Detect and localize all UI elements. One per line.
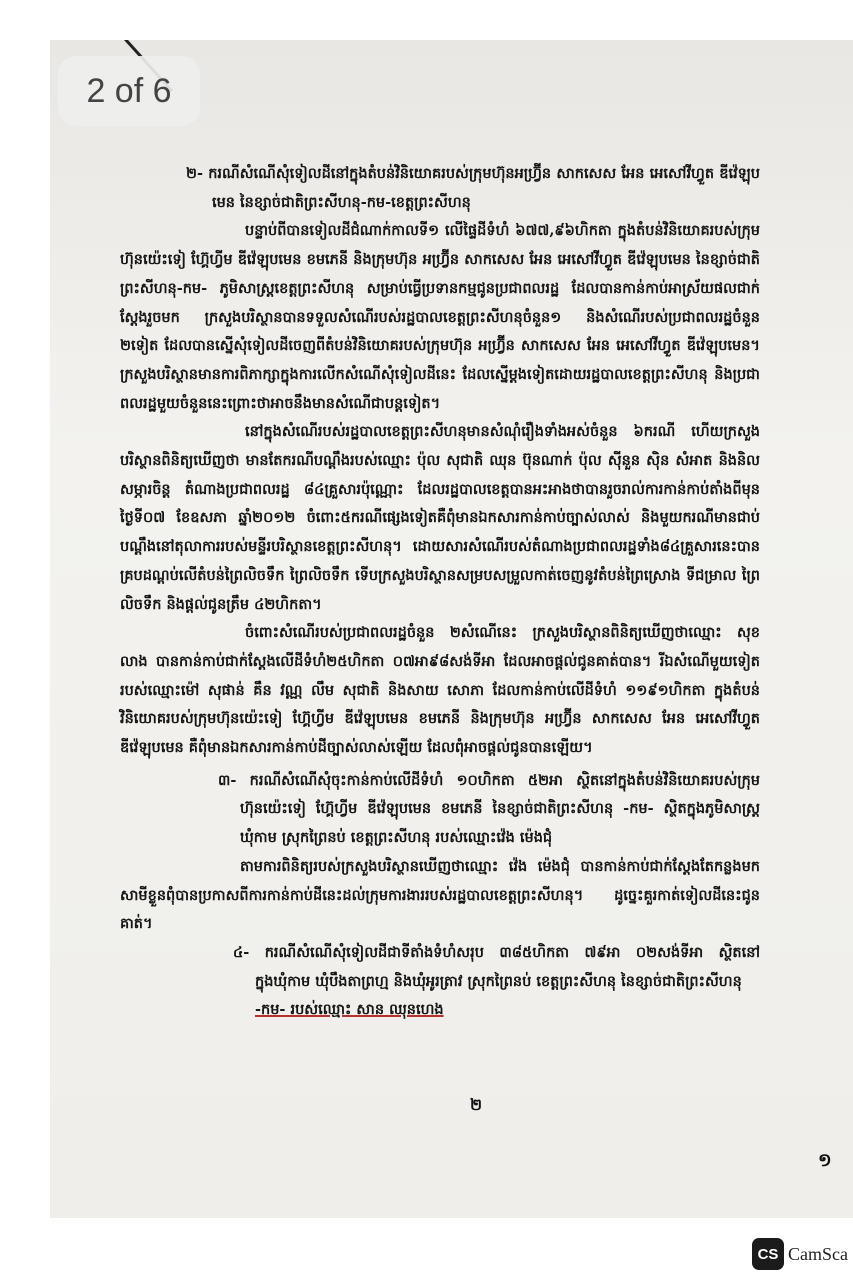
page-number: ២	[470, 1095, 483, 1114]
scanned-page	[50, 40, 853, 1218]
camscanner-logo-icon: CS	[752, 1238, 784, 1270]
margin-number: ១	[818, 1150, 832, 1171]
section-3-title: ៣- ករណីសំណើសុំចុះកាន់កាប់លើដីទំហំ ១០ហិកតា ៥២អា ស្ថិតនៅក្នុងតំបន់វិនិយោគរបស់ក្រុមហ៊ុនយ៉េះទៀ ហ្គ៊ែហ្វីម ឌីវ៉េឡុបមេន ខមភេនី នៃខ្សាច់ជាតិព្រះសីហនុ -កម- ស្ថិតក្នុងភូមិសាស្ត្រឃុំកាម ស្រុកព្រៃនប់ ខេត្តព្រះសីហនុ របស់ឈ្មោះវ៉េង ម៉េងជុំ	[218, 771, 760, 847]
section-2-paragraph-2: នៅក្នុងសំណើរបស់រដ្ឋបាលខេត្តព្រះសីហនុមានសំណុំរឿងទាំងអស់ចំនួន ៦ករណី ហើយក្រសួងបរិស្ថានពិនិត្យឃើញថា មានតែករណីបណ្តឹងរបស់ឈ្មោះ ប៉ុល សុជាតិ ឈុន ប៊ុនណាក់ ប៉ុល ស៊ីនួន ស៊ិន សំអាត និងនិល សម្ភារចិន្ត តំណាងប្រជាពលរដ្ឋ ៨៤គ្រួសារប៉ុណ្ណោះ ដែលរដ្ឋបាលខេត្តបានអះអាងថាបានរួចរាល់ការកាន់កាប់តាំងពីមុនថ្ងៃទី០៧ ខែឧសភា ឆ្នាំ២០១២ ចំពោះ៥ករណីផ្សេងទៀតគឺពុំមានឯកសារកាន់កាប់ច្បាស់លាស់ និងមួយករណីមានជាប់បណ្តឹងនៅតុលាការរបស់មន្ទីរបរិស្ថានខេត្តព្រះសីហនុ។ ដោយសារសំណើរបស់តំណាងប្រជាពលរដ្ឋទាំង៨៤គ្រួសារនេះបានគ្របដណ្តប់លើតំបន់ព្រៃលិចទឹក ព្រៃលិចទឹក ទើបក្រសួងបរិស្ថានសម្របសម្រួលកាត់ចេញនូវតំបន់ព្រៃស្រោង ទីជម្រាល ព្រៃលិចទឹក និងផ្តល់ជូនត្រឹម ៤២ហិកតា។	[120, 423, 760, 613]
camscanner-label: CamSca	[788, 1243, 848, 1264]
section-4-title: ៤- ករណីសំណើសុំទៀលដីជាទីតាំងទំហំសរុប ៣៨៥ហិកតា ៧៩អា ០២សង់ទីអា ស្ថិតនៅក្នុងឃុំកាម ឃុំបឹងតាព្រហ្ម និងឃុំអូរត្រាវ ស្រុកព្រៃនប់ ខេត្តព្រះសីហនុ នៃខ្សាច់ជាតិព្រះសីហនុ	[233, 943, 760, 990]
section-2-title: ២- ករណីសំណើសុំទៀលដីនៅក្នុងតំបន់វិនិយោគរបស់ក្រុមហ៊ុនអហ្វ្រ៊ីន សាកសេស អែន អេសៅវីហ្វួត ឌីវ៉េឡុបមេន នៃខ្សាច់ជាតិព្រះសីហនុ-កម-ខេត្តព្រះសីហនុ	[186, 165, 760, 211]
section-3-body: តាមការពិនិត្យរបស់ក្រសួងបរិស្ថានឃើញថាឈ្មោះ វ៉េង ម៉េងជុំ បានកាន់កាប់ជាក់ស្តែងតែកន្លងមកសាមីខ្លួនពុំបានប្រកាសពីការកាន់កាប់ដីនេះដល់ក្រុមការងាររបស់រដ្ឋបាលខេត្តព្រះសីហនុ។ ដូច្នេះគួរកាត់ទៀលដីនេះជូនគាត់។	[120, 857, 760, 933]
camscanner-watermark	[752, 1238, 848, 1270]
section-4-tail	[120, 996, 760, 1025]
section-2-paragraph-3: ចំពោះសំណើរបស់ប្រជាពលរដ្ឋចំនួន ២សំណើនេះ ក្រសួងបរិស្ថានពិនិត្យឃើញថាឈ្មោះ សុខ លាង បានកាន់កាប់ជាក់ស្តែងលើដីទំហំ២៥ហិកតា ០៧អា៩៨សង់ទីអា ដែលអាចផ្តល់ជូនគាត់បាន។ រីឯសំណើមួយទៀតរបស់ឈ្មោះម៉ៅ សុផាន់ គឹន វណ្ណ លឹម សុជាតិ និងសាយ សោភា ដែលកាន់កាប់លើដីទំហំ ១១៩១ហិកតា ក្នុងតំបន់វិនិយោគរបស់ក្រុមហ៊ុនយ៉េះទៀ ហ្គ៊ែហ្វីម ឌីវ៉េឡុបមេន ខមភេនី និងក្រុមហ៊ុន អហ្វ្រ៊ីន សាកសេស អែន អេសៅវីហ្វួត ឌីវ៉េឡុបមេន គឺពុំមានឯកសារកាន់កាប់ដីច្បាស់លាស់ឡើយ ដែលពុំអាចផ្តល់ជូនបានឡើយ។	[120, 624, 760, 757]
section-2-paragraph-1: បន្ទាប់ពីបានទៀលដីជំណាក់កាលទី១ លើផ្ទៃដីទំហំ ៦៧៧,៩៦ហិកតា ក្នុងតំបន់វិនិយោគរបស់ក្រុមហ៊ុនយ៉េះទៀ ហ្គ៊ែហ្វីម ឌីវ៉េឡុបមេន ខមភេនី និងក្រុមហ៊ុន អហ្វ្រ៊ីន សាកសេស អែន អេសៅវីហ្វួត ឌីវ៉េឡុបមេន នៃខ្សាច់ជាតិព្រះសីហនុ-កម- ភូមិសាស្ត្រខេត្តព្រះសីហនុ សម្រាប់ធ្វើប្រទានកម្មជូនប្រជាពលរដ្ឋ ដែលបានកាន់កាប់អាស្រ័យផលជាក់ស្តែងរួចមក ក្រសួងបរិស្ថានបានទទួលសំណើរបស់រដ្ឋបាលខេត្តព្រះសីហនុចំនួន១ និងសំណើរបស់ប្រជាពលរដ្ឋចំនួន ២ទៀត ដែលបានស្នើសុំទៀលដីចេញពីតំបន់វិនិយោគរបស់ក្រុមហ៊ុន អហ្វ្រ៊ីន សាកសេស អែន អេសៅវីហ្វួត ឌីវ៉េឡុបមេន។ ក្រសួងបរិស្ថានមានការពិភាក្សាក្នុងការលើកសំណើសុំទៀលដីនេះ ដែលស្នើម្តងទៀតដោយរដ្ឋបាលខេត្តព្រះសីហនុ និងប្រជាពលរដ្ឋមួយចំនួននេះព្រោះថាអាចនឹងមានសំណើជាបន្តទៀត។	[120, 222, 760, 412]
page-counter: 2 of 6	[58, 56, 200, 126]
section-4-owner: -កម- របស់ឈ្មោះ សាន ឈុនហេង	[255, 1001, 444, 1019]
document-body	[120, 160, 760, 1025]
